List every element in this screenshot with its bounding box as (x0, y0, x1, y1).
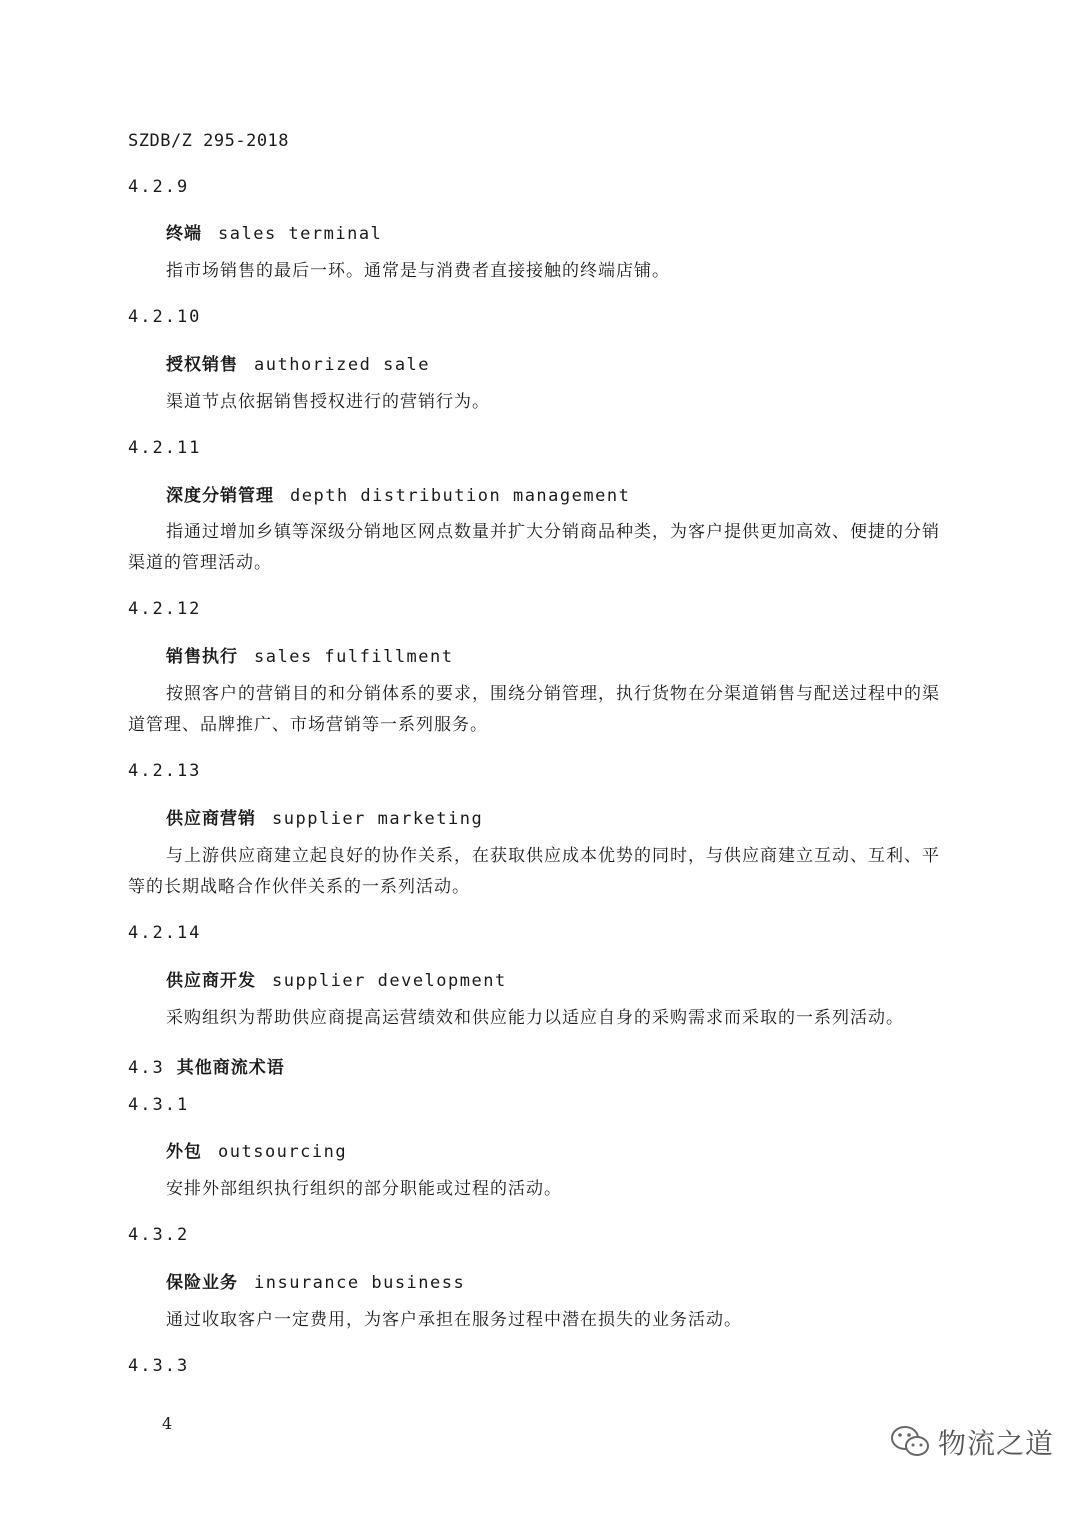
term-definition-continued: 等的长期战略合作伙伴关系的一系列活动。 (128, 877, 470, 897)
clause-number: 4.3.3 (128, 1356, 190, 1376)
term-zh: 终端 (166, 224, 202, 244)
term-en: insurance business (254, 1273, 466, 1293)
term-heading (166, 642, 454, 667)
term-definition: 通过收取客户一定费用，为客户承担在服务过程中潜在损失的业务活动。 (166, 1310, 742, 1330)
term-zh: 保险业务 (166, 1273, 238, 1293)
term-zh: 深度分销管理 (166, 486, 274, 506)
clause-number: 4.3.2 (128, 1225, 190, 1245)
term-zh: 供应商开发 (166, 971, 256, 991)
term-zh: 销售执行 (166, 647, 238, 667)
clause-number: 4.2.11 (128, 438, 202, 458)
term-heading (166, 481, 630, 506)
term-heading (166, 1137, 347, 1162)
clause-number: 4.2.12 (128, 599, 202, 619)
clause-number: 4.2.10 (128, 307, 202, 327)
term-zh: 供应商营销 (166, 809, 256, 829)
term-en: outsourcing (218, 1142, 348, 1162)
term-definition: 指市场销售的最后一环。通常是与消费者直接接触的终端店铺。 (166, 261, 670, 281)
clause-number: 4.2.13 (128, 761, 202, 781)
term-definition-continued: 道管理、品牌推广、市场营销等一系列服务。 (128, 715, 488, 735)
term-heading (166, 1268, 465, 1293)
term-definition: 安排外部组织执行组织的部分职能或过程的活动。 (166, 1179, 562, 1199)
term-heading (166, 219, 382, 244)
term-definition: 指通过增加乡镇等深级分销地区网点数量并扩大分销商品种类，为客户提供更加高效、便捷的分销 (166, 522, 940, 542)
watermark-text: 物流之道 (938, 1427, 1055, 1460)
section-heading (128, 1053, 285, 1078)
term-heading (166, 804, 483, 829)
term-definition: 与上游供应商建立起良好的协作关系，在获取供应成本优势的同时，与供应商建立互动、互利、平 (166, 846, 940, 866)
term-definition: 采购组织为帮助供应商提高运营绩效和供应能力以适应自身的采购需求而采取的一系列活动。 (166, 1008, 904, 1028)
page-number: 4 (162, 1414, 173, 1433)
term-en: sales terminal (218, 224, 383, 244)
section-number: 4.3 (128, 1058, 165, 1078)
wechat-icon (890, 1424, 930, 1460)
section-title: 其他商流术语 (176, 1058, 285, 1078)
term-heading (166, 350, 430, 375)
term-en: depth distribution management (290, 486, 631, 506)
term-heading (166, 966, 507, 991)
watermark (890, 1422, 1054, 1462)
term-en: supplier marketing (272, 809, 484, 829)
term-en: supplier development (272, 971, 507, 991)
term-zh: 授权销售 (166, 355, 238, 375)
clause-number: 4.2.14 (128, 923, 202, 943)
term-en: sales fulfillment (254, 647, 454, 667)
term-definition-continued: 渠道的管理活动。 (128, 553, 272, 573)
term-definition: 渠道节点依据销售授权进行的营销行为。 (166, 392, 490, 412)
clause-number: 4.3.1 (128, 1095, 190, 1115)
clause-number: 4.2.9 (128, 177, 190, 197)
term-definition: 按照客户的营销目的和分销体系的要求，围绕分销管理，执行货物在分渠道销售与配送过程中的渠 (166, 684, 940, 704)
term-zh: 外包 (166, 1142, 202, 1162)
document-id: SZDB/Z 295-2018 (128, 131, 290, 151)
term-en: authorized sale (254, 355, 431, 375)
